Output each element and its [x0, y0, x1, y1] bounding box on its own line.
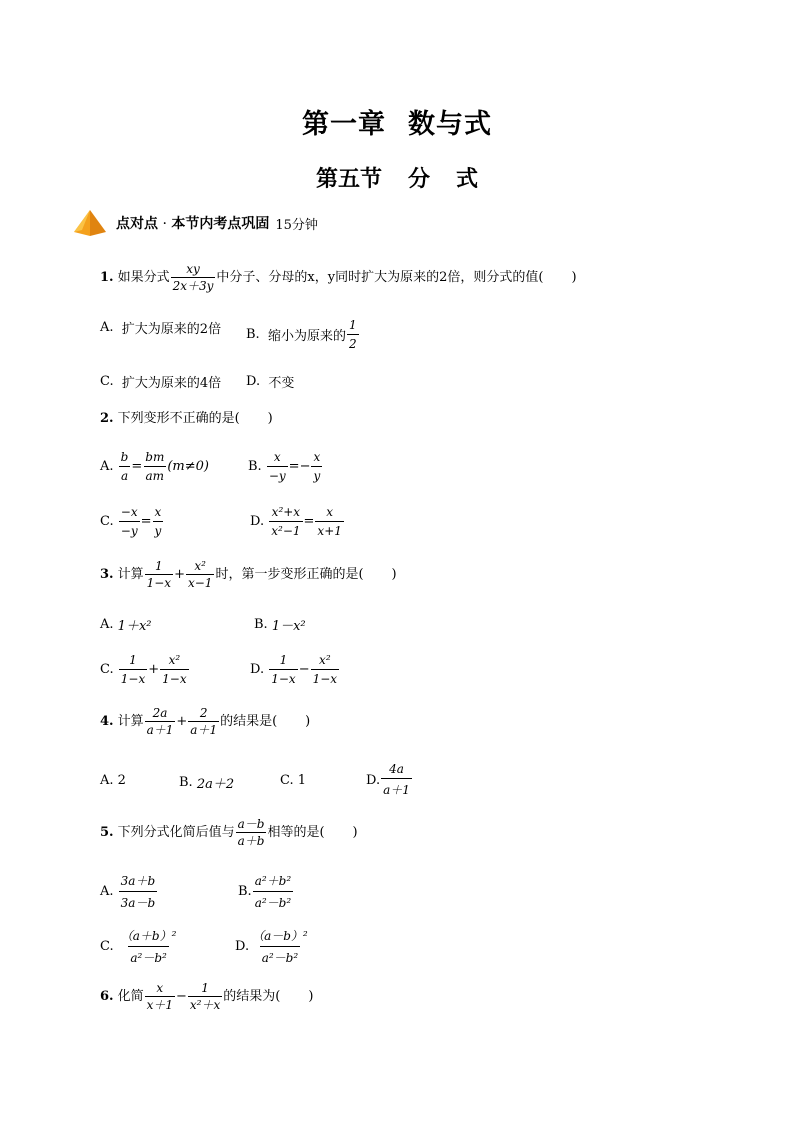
option-3d: D. $\frac{1}{1-x}$ − $\frac{\text{x²}}{1-x}$ — [250, 653, 338, 686]
pyramid-icon — [72, 208, 108, 238]
question-text: 相等的是( — [267, 825, 325, 840]
question-text: 如果分式 — [117, 270, 170, 285]
question-3: 3. 计算 $\frac{1}{1-x}$ + $\frac{\text{x²}}{x-1}$ 时，第一步变形正确的是( ) — [100, 559, 397, 590]
option-4a: A. 2 — [100, 773, 126, 788]
question-text: 的结果为( — [223, 989, 281, 1004]
chapter-number: 第一章 — [302, 109, 386, 140]
option-2a: A. $\frac{b}{a}$ = $\frac{bm}{am}$ (m≠0) — [100, 450, 209, 483]
section-banner — [72, 208, 318, 238]
option-4c: C. 1 — [280, 773, 307, 788]
question-6: 6. 化简 $\frac{x}{x+1}$ − $\frac{1}{\text{x²＋x}}$ 的结果为( ) — [100, 981, 314, 1012]
question-text: 的结果是( — [220, 714, 278, 729]
option-3c: C. $\frac{1}{1-x}$ + $\frac{\text{x²}}{1-x}$ — [100, 653, 187, 686]
option-2b: B. $\frac{x}{-y}$ =− $\frac{x}{y}$ — [248, 450, 321, 483]
banner-time: 15分钟 — [275, 217, 318, 233]
question-close: ) — [308, 989, 314, 1004]
question-close: ) — [571, 270, 577, 285]
option-1c: C. 扩大为原来的4倍 — [100, 374, 222, 391]
question-text: 下列分式化简后值与 — [117, 825, 235, 840]
question-2 — [100, 412, 273, 425]
question-close: ) — [267, 411, 273, 426]
question-number: 6. — [100, 989, 114, 1004]
question-1 — [100, 263, 577, 292]
question-number: 4. — [100, 714, 114, 729]
question-number: 1. — [100, 270, 114, 285]
question-4: 4. 计算 $\frac{2a}{a+1}$ + $\frac{2}{a+1}$ 的结果是( ) — [100, 706, 311, 737]
section-name-1: 分 — [407, 166, 430, 192]
option-5c: C. $\frac{\text{（a＋b）²}}{\text{a²－b²}}$ — [100, 929, 177, 965]
option-2c: C. $\frac{-x}{-y}$ = $\frac{x}{y}$ — [100, 505, 162, 538]
question-close: ) — [352, 825, 358, 840]
section-number: 第五节 — [315, 166, 382, 192]
section-title — [0, 162, 794, 193]
question-close: ) — [305, 714, 311, 729]
question-text: 计算 — [117, 714, 144, 729]
option-4d: D. $\frac{4a}{a+1}$ — [366, 762, 410, 797]
option-4b: B. 2a＋2 — [179, 775, 235, 792]
question-number: 3. — [100, 567, 114, 582]
option-5b: B. $\frac{\text{a²＋b²}}{\text{a²－b²}}$ — [238, 874, 292, 910]
question-number: 2. — [100, 411, 114, 426]
question-number: 5. — [100, 825, 114, 840]
option-3a: A. 1＋x² — [100, 617, 152, 634]
chapter-title — [0, 102, 794, 141]
question-text: 计算 — [117, 567, 144, 582]
option-5d: D. $\frac{\text{（a－b）²}}{\text{a²－b²}}$ — [235, 929, 308, 965]
question-close: ) — [391, 567, 397, 582]
question-text: 下列变形不正确的是( — [117, 411, 240, 426]
question-text: 中分子、分母的x，y同时扩大为原来的2倍，则分式的值( — [216, 270, 544, 285]
option-5a: A. $\frac{3a+b}{3a-b}$ — [100, 874, 156, 910]
fraction: $\frac{xy}{2x+3y}$ — [172, 262, 214, 293]
banner-title: 点对点 · 本节内考点巩固 — [116, 216, 270, 232]
section-name-2: 式 — [456, 166, 479, 192]
option-3b: B. 1－x² — [254, 617, 306, 634]
option-1a: A. 扩大为原来的2倍 — [100, 320, 222, 337]
question-text: 时，第一步变形正确的是( — [215, 567, 364, 582]
question-5: 5. 下列分式化简后值与 $\frac{a-b}{a+b}$ 相等的是( ) — [100, 817, 358, 848]
fraction: $\frac{1}{2}$ — [348, 318, 357, 351]
option-1b: B. 缩小为原来的 $\frac{1}{2}$ — [246, 318, 357, 351]
option-2d: D. $\frac{\text{x²+x}}{\text{x²−1}}$ = $\frac{x}{x+1}$ — [250, 505, 342, 538]
option-1d: D. 不变 — [246, 374, 295, 391]
question-text: 化简 — [117, 989, 144, 1004]
chapter-name: 数与式 — [408, 109, 492, 140]
